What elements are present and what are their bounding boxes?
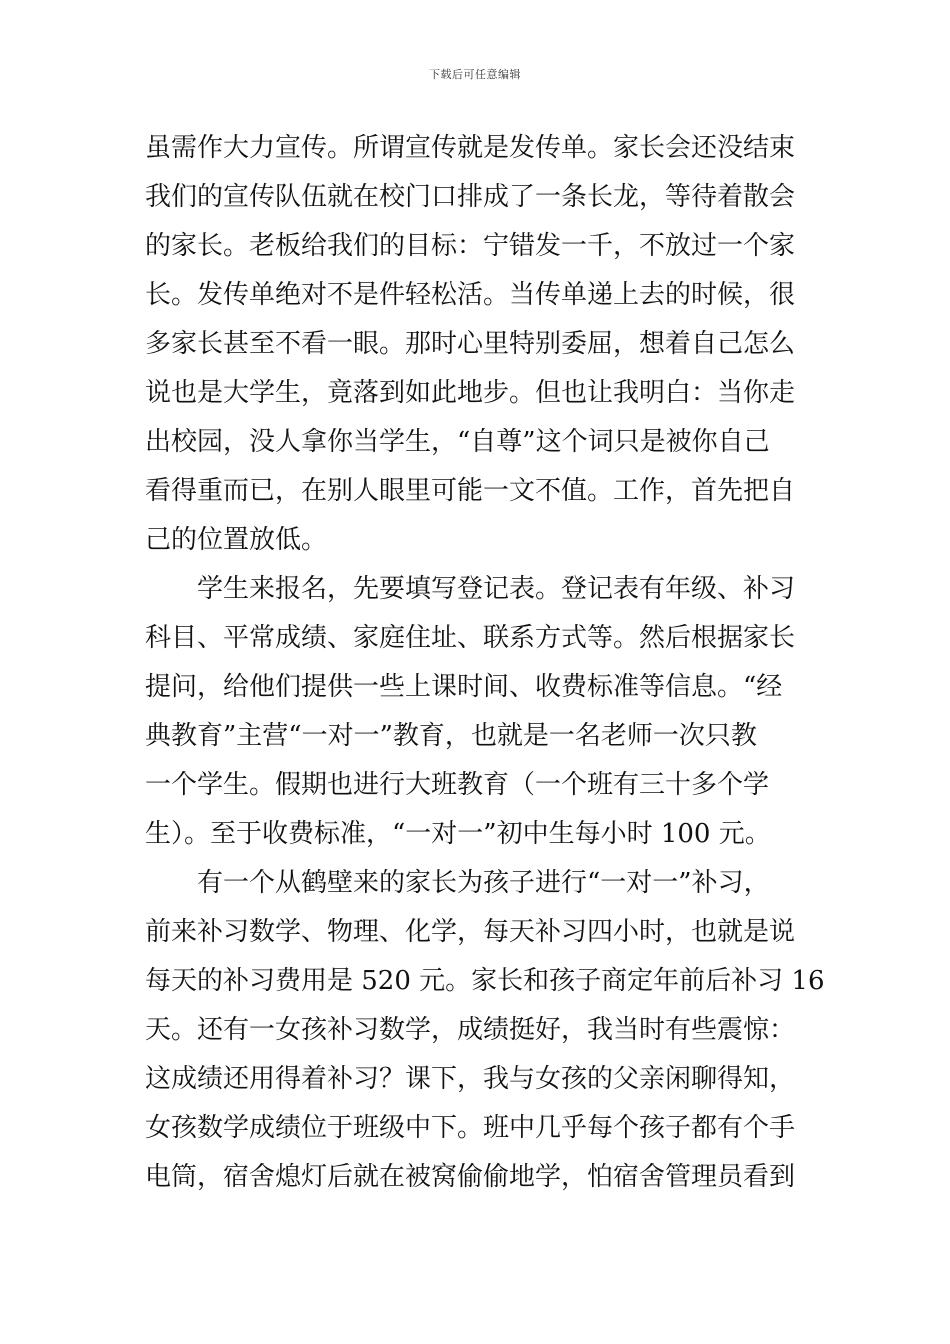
text-line: 的家长。老板给我们的目标：宁错发一千，不放过一个家: [145, 231, 796, 261]
text-line: 出校园，没人拿你当学生，“自尊”这个词只是被你自己: [145, 427, 770, 457]
text-line: 天。还有一女孩补习数学，成绩挺好，我当时有些震惊：: [145, 1015, 796, 1045]
text-line: 己的位置放低。: [145, 525, 328, 555]
text-line: 有一个从鹤壁来的家长为孩子进行“一对一”补习，: [145, 868, 770, 898]
text-line: 这成绩还用得着补习？课下，我与女孩的父亲闲聊得知，: [145, 1064, 796, 1094]
body-text: [145, 124, 825, 1202]
text-line: 学生来报名，先要填写登记表。登记表有年级、补习: [145, 574, 796, 604]
text-line: 看得重而已，在别人眼里可能一文不值。工作，首先把自: [145, 476, 796, 506]
text-line: 提问，给他们提供一些上课时间、收费标准等信息。“经: [145, 672, 783, 702]
text-line: 前来补习数学、物理、化学，每天补习四小时，也就是说: [145, 917, 796, 947]
text-line: 电筒，宿舍熄灯后就在被窝偷偷地学，怕宿舍管理员看到: [145, 1162, 796, 1192]
text-line: 典教育”主营“一对一”教育，也就是一名老师一次只教: [145, 721, 757, 751]
text-line: 长。发传单绝对不是件轻松活。当传单递上去的时候，很: [145, 280, 796, 310]
text-line: 我们的宣传队伍就在校门口排成了一条长龙，等待着散会: [145, 182, 796, 212]
text-line: 女孩数学成绩位于班级中下。班中几乎每个孩子都有个手: [145, 1113, 796, 1143]
text-line: 生）。至于收费标准，“一对一”初中生每小时 100 元。: [145, 819, 771, 849]
page-header: 下载后可任意编辑: [429, 68, 521, 81]
text-line: 科目、平常成绩、家庭住址、联系方式等。然后根据家长: [145, 623, 796, 653]
text-line: 每天的补习费用是 520 元。家长和孩子商定年前后补习 16: [145, 966, 825, 996]
text-line: 多家长甚至不看一眼。那时心里特别委屈，想着自己怎么: [145, 329, 796, 359]
text-line: 说也是大学生，竟落到如此地步。但也让我明白：当你走: [145, 378, 796, 408]
text-line: 一个学生。假期也进行大班教育（一个班有三十多个学: [145, 770, 770, 800]
text-line: 虽需作大力宣传。所谓宣传就是发传单。家长会还没结束: [145, 133, 796, 163]
